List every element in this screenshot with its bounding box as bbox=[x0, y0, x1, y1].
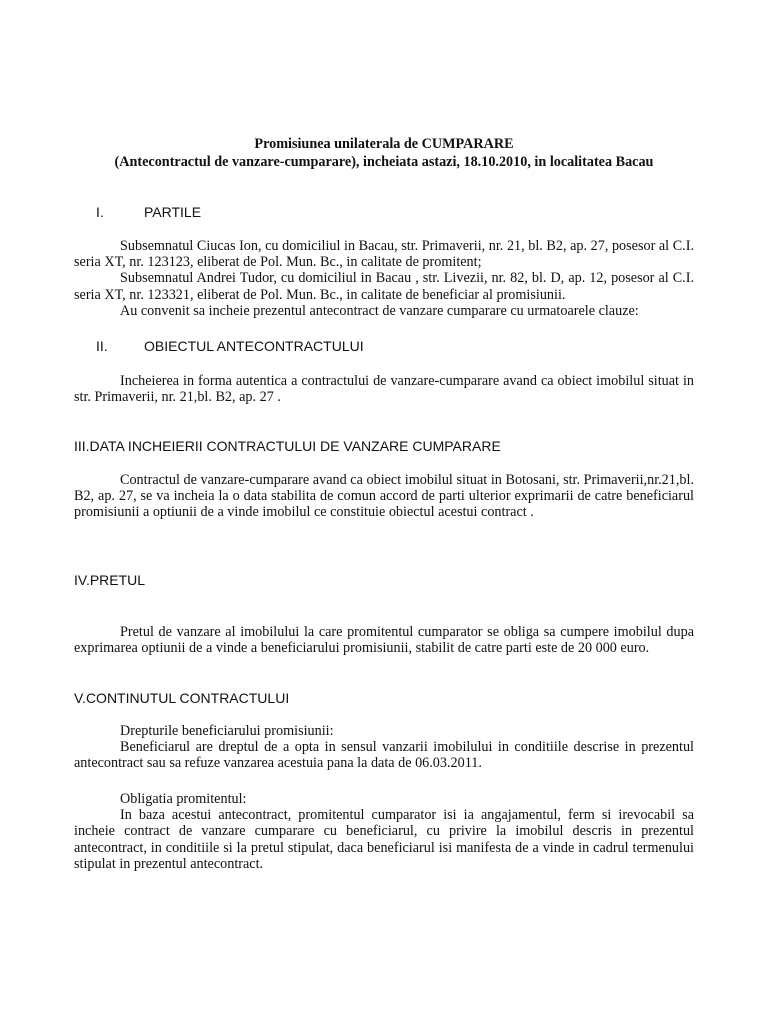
document-title: Promisiunea unilaterala de CUMPARARE bbox=[254, 136, 514, 152]
subsection-title-obligatii: Obligatia promitentul: bbox=[120, 791, 247, 807]
paragraph-pret: Pretul de vanzare al imobilului la care promitentul cumparator se obliga sa cumpere imobilul dupa exprimarea optiunii de a vinde a beneficiarului promisiunii, stabilit de catre parti este de 20 000 euro. bbox=[74, 624, 694, 657]
paragraph-data: Contractul de vanzare-cumparare avand ca obiect imobilul situat in Botosani, str. Primaverii,nr.21,bl. B2, ap. 27, se va incheia la o data stabilita de comun accord de parti ulterior exprimarii de catre beneficiarul promisiunii a optiunii de a vinde imobilul ce constituie obiectul acestui contract . bbox=[74, 472, 694, 521]
section-pretul-body bbox=[74, 624, 694, 656]
paragraph-promitent: Subsemnatul Ciucas Ion, cu domiciliul in Bacau, str. Primaverii, nr. 21, bl. B2, ap. 27, posesor al C.I. seria XT, nr. 123123, eliberat de Pol. Mun. Bc., in calitate de promitent; bbox=[74, 238, 694, 271]
document-subtitle: (Antecontractul de vanzare-cumparare), incheiata astazi, 18.10.2010, in localitatea Bacau bbox=[114, 154, 654, 170]
section-heading-pretul: IV.PRETUL bbox=[74, 572, 146, 588]
section-continutul-drepturi bbox=[74, 723, 694, 772]
section-number: II. bbox=[96, 338, 108, 354]
paragraph-clauze: Au convenit sa incheie prezentul antecontract de vanzare cumparare cu urmatoarele clauze: bbox=[120, 302, 639, 319]
section-title: OBIECTUL ANTECONTRACTULUI bbox=[144, 338, 364, 354]
section-title: PARTILE bbox=[144, 204, 202, 220]
section-obiectul-body bbox=[74, 373, 694, 405]
section-partile-body bbox=[74, 238, 694, 319]
paragraph-beneficiar: Subsemnatul Andrei Tudor, cu domiciliul in Bacau , str. Livezii, nr. 82, bl. D, ap. 12, posesor al C.I. seria XT, nr. 123321, eliberat de Pol. Mun. Bc., in calitate de beneficiar al promisiunii. bbox=[74, 270, 694, 303]
section-number: I. bbox=[96, 204, 104, 220]
section-heading-continutul: V.CONTINUTUL CONTRACTULUI bbox=[74, 690, 290, 706]
paragraph-drepturi: Beneficiarul are dreptul de a opta in sensul vanzarii imobilului in conditiile descrise in prezentul antecontract sau sa refuze vanzarea acestuia pana la data de 06.03.2011. bbox=[74, 739, 694, 772]
section-continutul-obligatii bbox=[74, 791, 694, 872]
paragraph-obiect: Incheierea in forma autentica a contractului de vanzare-cumparare avand ca obiect imobilul situat in str. Primaverii, nr. 21,bl. B2, ap. 27 . bbox=[74, 373, 694, 406]
paragraph-obligatii: In baza acestui antecontract, promitentul cumparator isi ia angajamentul, ferm si irevocabil sa incheie contract de vanzare cumparare cu beneficiarul, cu privire la imobilul descris in prezentul antecontract, in conditiile si la pretul stipulat, daca beneficiarul isi manifesta de a vinde in cadrul termenului stipulat in prezentul antecontract. bbox=[74, 807, 694, 872]
section-heading-data-incheierii: III.DATA INCHEIERII CONTRACTULUI DE VANZARE CUMPARARE bbox=[74, 438, 501, 454]
section-data-body bbox=[74, 472, 694, 521]
subsection-title-drepturi: Drepturile beneficiarului promisiunii: bbox=[120, 723, 334, 739]
